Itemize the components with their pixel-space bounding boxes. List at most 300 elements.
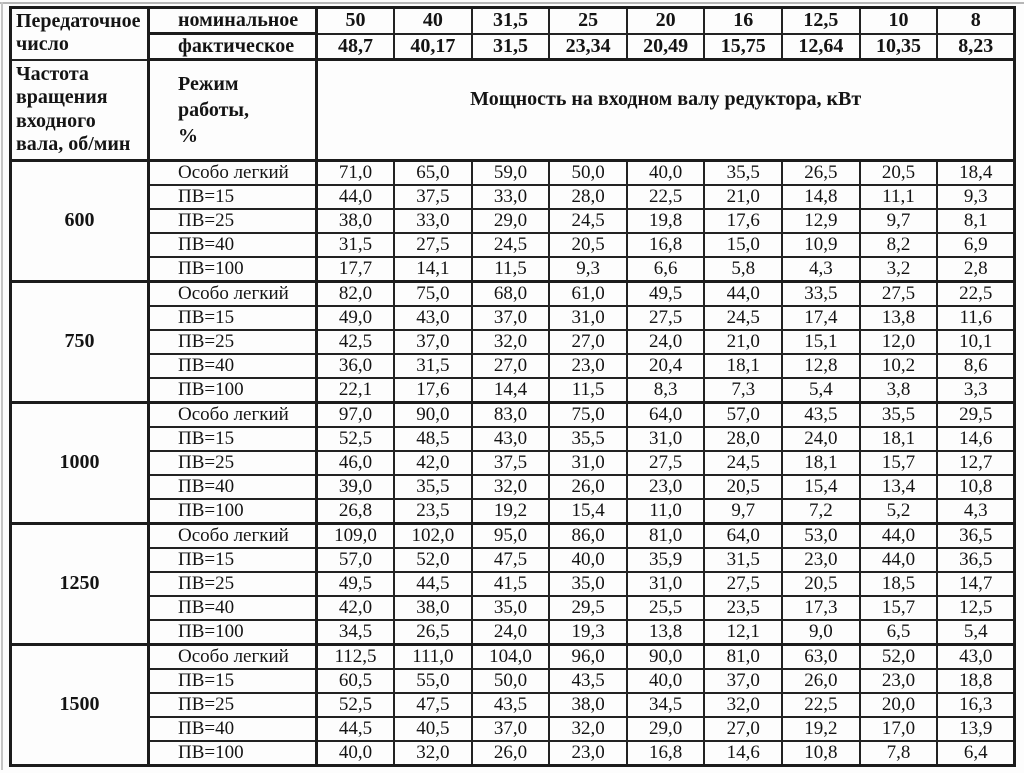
power-value-cell: 36,0	[317, 354, 395, 378]
power-value-cell: 47,5	[472, 548, 550, 572]
table-row	[11, 185, 1015, 209]
mode-label-cell: Особо легкий	[149, 281, 317, 306]
power-value-cell: 17,6	[394, 378, 472, 403]
nominal-ratio-cell: 8	[937, 8, 1015, 34]
power-value-cell: 31,5	[394, 354, 472, 378]
power-value-cell: 9,3	[549, 257, 627, 282]
power-value-cell: 36,5	[937, 523, 1015, 548]
power-value-cell: 31,5	[704, 548, 782, 572]
power-value-cell: 65,0	[394, 160, 472, 185]
power-value-cell: 10,2	[860, 354, 938, 378]
power-value-cell: 11,5	[472, 257, 550, 282]
power-value-cell: 13,4	[860, 475, 938, 499]
power-value-cell: 12,0	[860, 330, 938, 354]
power-value-cell: 18,5	[860, 572, 938, 596]
power-value-cell: 35,5	[394, 475, 472, 499]
mode-label-cell: ПВ=25	[149, 693, 317, 717]
power-value-cell: 16,8	[627, 233, 705, 257]
power-value-cell: 8,3	[627, 378, 705, 403]
power-value-cell: 36,5	[937, 548, 1015, 572]
power-value-cell: 24,5	[549, 209, 627, 233]
power-value-cell: 44,0	[860, 523, 938, 548]
power-value-cell: 13,8	[627, 620, 705, 645]
power-value-cell: 38,0	[394, 596, 472, 620]
power-value-cell: 68,0	[472, 281, 550, 306]
table-row	[11, 281, 1015, 306]
power-value-cell: 52,5	[317, 427, 395, 451]
mode-label-cell: ПВ=15	[149, 185, 317, 209]
power-value-cell: 27,0	[549, 330, 627, 354]
mode-label-cell: ПВ=40	[149, 354, 317, 378]
power-value-cell: 26,8	[317, 499, 395, 524]
power-value-cell: 19,2	[782, 717, 860, 741]
power-value-cell: 8,1	[937, 209, 1015, 233]
power-value-cell: 5,4	[937, 620, 1015, 645]
nominal-ratio-cell: 12,5	[782, 8, 860, 34]
actual-ratio-cell: 12,64	[782, 34, 860, 60]
power-value-cell: 22,5	[937, 281, 1015, 306]
power-value-cell: 9,7	[704, 499, 782, 524]
table-row	[11, 209, 1015, 233]
power-value-cell: 34,5	[627, 693, 705, 717]
power-value-cell: 24,0	[782, 427, 860, 451]
power-value-cell: 43,0	[937, 644, 1015, 669]
power-value-cell: 61,0	[549, 281, 627, 306]
power-value-cell: 23,0	[860, 669, 938, 693]
power-value-cell: 35,5	[549, 427, 627, 451]
actual-ratio-cell: 10,35	[860, 34, 938, 60]
mode-label-cell: ПВ=100	[149, 620, 317, 645]
rpm-cell: 1250	[11, 523, 149, 644]
power-value-cell: 26,0	[472, 741, 550, 766]
power-value-cell: 11,1	[860, 185, 938, 209]
table-row	[11, 402, 1015, 427]
power-value-cell: 2,8	[937, 257, 1015, 282]
mode-label-cell: Особо легкий	[149, 644, 317, 669]
rpm-cell: 1500	[11, 644, 149, 765]
table-row	[11, 378, 1015, 403]
power-value-cell: 109,0	[317, 523, 395, 548]
power-value-cell: 21,0	[704, 185, 782, 209]
actual-ratio-cell: 31,5	[472, 34, 550, 60]
power-value-cell: 40,0	[317, 741, 395, 766]
power-value-cell: 42,0	[317, 596, 395, 620]
actual-row-label: фактическое	[149, 34, 317, 60]
power-value-cell: 34,5	[317, 620, 395, 645]
power-value-cell: 37,0	[472, 717, 550, 741]
power-value-cell: 5,8	[704, 257, 782, 282]
power-value-cell: 33,0	[472, 185, 550, 209]
table-row	[11, 330, 1015, 354]
table-row	[11, 354, 1015, 378]
power-value-cell: 23,5	[704, 596, 782, 620]
actual-ratio-cell: 8,23	[937, 34, 1015, 60]
power-value-cell: 29,0	[472, 209, 550, 233]
table-row	[11, 596, 1015, 620]
power-value-cell: 38,0	[549, 693, 627, 717]
power-value-cell: 24,0	[472, 620, 550, 645]
power-value-cell: 95,0	[472, 523, 550, 548]
power-value-cell: 81,0	[627, 523, 705, 548]
nominal-ratio-cell: 20	[627, 8, 705, 34]
rpm-cell: 1000	[11, 402, 149, 523]
mode-label-cell: ПВ=100	[149, 378, 317, 403]
power-value-cell: 7,2	[782, 499, 860, 524]
power-value-cell: 20,5	[860, 160, 938, 185]
power-value-cell: 83,0	[472, 402, 550, 427]
gear-reducer-power-table	[9, 6, 1016, 767]
power-value-cell: 23,0	[627, 475, 705, 499]
power-value-cell: 31,0	[549, 306, 627, 330]
power-value-cell: 96,0	[549, 644, 627, 669]
power-value-cell: 12,9	[782, 209, 860, 233]
power-value-cell: 15,4	[549, 499, 627, 524]
table-row	[11, 451, 1015, 475]
power-value-cell: 43,5	[549, 669, 627, 693]
power-value-cell: 10,8	[782, 741, 860, 766]
mode-label-cell: ПВ=25	[149, 451, 317, 475]
power-value-cell: 8,6	[937, 354, 1015, 378]
power-value-cell: 3,2	[860, 257, 938, 282]
power-value-cell: 19,2	[472, 499, 550, 524]
power-value-cell: 40,5	[394, 717, 472, 741]
nominal-ratio-cell: 25	[549, 8, 627, 34]
table-row	[11, 257, 1015, 282]
power-value-cell: 18,4	[937, 160, 1015, 185]
power-value-cell: 24,5	[704, 306, 782, 330]
power-value-cell: 63,0	[782, 644, 860, 669]
power-value-cell: 53,0	[782, 523, 860, 548]
power-value-cell: 49,5	[317, 572, 395, 596]
power-value-cell: 52,5	[317, 693, 395, 717]
table-row	[11, 693, 1015, 717]
power-value-cell: 75,0	[549, 402, 627, 427]
power-value-cell: 14,4	[472, 378, 550, 403]
power-value-cell: 26,0	[549, 475, 627, 499]
power-value-cell: 59,0	[472, 160, 550, 185]
power-value-cell: 46,0	[317, 451, 395, 475]
power-value-cell: 37,0	[394, 330, 472, 354]
power-value-cell: 21,0	[704, 330, 782, 354]
power-value-cell: 57,0	[704, 402, 782, 427]
power-value-cell: 6,6	[627, 257, 705, 282]
power-value-cell: 16,8	[627, 741, 705, 766]
power-value-cell: 5,4	[782, 378, 860, 403]
power-value-cell: 24,5	[472, 233, 550, 257]
power-value-cell: 32,0	[394, 741, 472, 766]
actual-ratio-cell: 40,17	[394, 34, 472, 60]
power-value-cell: 24,5	[704, 451, 782, 475]
mode-label-cell: ПВ=40	[149, 475, 317, 499]
nominal-ratio-cell: 40	[394, 8, 472, 34]
power-value-cell: 42,0	[394, 451, 472, 475]
power-value-cell: 24,0	[627, 330, 705, 354]
power-value-cell: 35,0	[549, 572, 627, 596]
power-value-cell: 27,5	[627, 451, 705, 475]
power-value-cell: 22,1	[317, 378, 395, 403]
power-value-cell: 42,5	[317, 330, 395, 354]
power-value-cell: 102,0	[394, 523, 472, 548]
power-value-cell: 6,5	[860, 620, 938, 645]
mode-label-cell: Особо легкий	[149, 402, 317, 427]
actual-ratio-cell: 20,49	[627, 34, 705, 60]
power-value-cell: 12,1	[704, 620, 782, 645]
power-value-cell: 52,0	[860, 644, 938, 669]
power-value-cell: 7,8	[860, 741, 938, 766]
power-value-cell: 33,5	[782, 281, 860, 306]
power-value-cell: 14,7	[937, 572, 1015, 596]
power-value-cell: 52,0	[394, 548, 472, 572]
mode-label-cell: ПВ=15	[149, 427, 317, 451]
power-value-cell: 48,5	[394, 427, 472, 451]
power-value-cell: 32,0	[472, 330, 550, 354]
table-row	[11, 427, 1015, 451]
mode-label-cell: ПВ=100	[149, 741, 317, 766]
power-value-cell: 22,5	[627, 185, 705, 209]
input-shaft-speed-header: Частота вращения входного вала, об/мин	[11, 60, 149, 161]
power-value-cell: 4,3	[937, 499, 1015, 524]
power-value-cell: 16,3	[937, 693, 1015, 717]
power-value-cell: 20,5	[704, 475, 782, 499]
power-value-cell: 15,0	[704, 233, 782, 257]
table-row	[11, 717, 1015, 741]
power-value-cell: 23,0	[782, 548, 860, 572]
power-value-cell: 27,5	[860, 281, 938, 306]
power-value-cell: 27,0	[704, 717, 782, 741]
table-row	[11, 572, 1015, 596]
power-value-cell: 38,0	[317, 209, 395, 233]
power-value-cell: 31,0	[627, 427, 705, 451]
power-value-cell: 44,5	[317, 717, 395, 741]
nominal-ratio-cell: 50	[317, 8, 395, 34]
power-value-cell: 9,7	[860, 209, 938, 233]
power-value-cell: 17,3	[782, 596, 860, 620]
duty-mode-header: Режим работы, %	[149, 60, 317, 161]
power-value-cell: 13,9	[937, 717, 1015, 741]
power-value-cell: 44,0	[704, 281, 782, 306]
power-value-cell: 3,8	[860, 378, 938, 403]
power-value-cell: 20,4	[627, 354, 705, 378]
power-value-cell: 35,0	[472, 596, 550, 620]
power-value-cell: 60,5	[317, 669, 395, 693]
power-value-cell: 15,7	[860, 596, 938, 620]
rpm-cell: 750	[11, 281, 149, 402]
power-value-cell: 12,5	[937, 596, 1015, 620]
power-value-cell: 86,0	[549, 523, 627, 548]
power-value-cell: 10,9	[782, 233, 860, 257]
power-value-cell: 17,7	[317, 257, 395, 282]
power-value-cell: 20,0	[860, 693, 938, 717]
nominal-ratio-cell: 10	[860, 8, 938, 34]
power-value-cell: 33,0	[394, 209, 472, 233]
power-value-cell: 37,5	[394, 185, 472, 209]
power-value-cell: 15,4	[782, 475, 860, 499]
table-row	[11, 306, 1015, 330]
power-value-cell: 50,0	[549, 160, 627, 185]
mode-label-cell: ПВ=40	[149, 233, 317, 257]
power-value-cell: 22,5	[782, 693, 860, 717]
power-value-cell: 32,0	[549, 717, 627, 741]
power-value-cell: 3,3	[937, 378, 1015, 403]
table-body	[11, 8, 1015, 766]
power-value-cell: 11,5	[549, 378, 627, 403]
page-edge-left-line	[1, 2, 3, 770]
mode-label-cell: ПВ=40	[149, 596, 317, 620]
power-value-cell: 35,5	[704, 160, 782, 185]
nominal-row-label: номинальное	[149, 8, 317, 34]
power-value-cell: 20,5	[549, 233, 627, 257]
power-value-cell: 26,5	[394, 620, 472, 645]
table-row	[11, 741, 1015, 766]
power-value-cell: 44,0	[317, 185, 395, 209]
power-value-cell: 14,1	[394, 257, 472, 282]
mode-label-cell: ПВ=100	[149, 257, 317, 282]
actual-ratio-cell: 48,7	[317, 34, 395, 60]
power-value-cell: 23,5	[394, 499, 472, 524]
actual-ratio-cell: 15,75	[704, 34, 782, 60]
power-value-cell: 35,9	[627, 548, 705, 572]
power-value-cell: 13,8	[860, 306, 938, 330]
mode-label-cell: Особо легкий	[149, 160, 317, 185]
power-value-cell: 29,0	[627, 717, 705, 741]
power-value-cell: 12,7	[937, 451, 1015, 475]
power-value-cell: 4,3	[782, 257, 860, 282]
page-edge-top-line	[0, 2, 1024, 4]
power-value-cell: 17,0	[860, 717, 938, 741]
power-value-cell: 27,5	[627, 306, 705, 330]
power-value-cell: 35,5	[860, 402, 938, 427]
power-value-cell: 43,0	[472, 427, 550, 451]
power-value-cell: 90,0	[394, 402, 472, 427]
power-value-cell: 27,5	[394, 233, 472, 257]
power-value-cell: 18,1	[860, 427, 938, 451]
power-value-cell: 40,0	[627, 669, 705, 693]
power-value-cell: 27,0	[472, 354, 550, 378]
power-value-cell: 15,1	[782, 330, 860, 354]
table-row	[11, 620, 1015, 645]
mode-label-cell: ПВ=15	[149, 669, 317, 693]
power-value-cell: 25,5	[627, 596, 705, 620]
power-value-cell: 17,4	[782, 306, 860, 330]
mode-label-cell: ПВ=100	[149, 499, 317, 524]
table-row	[11, 60, 1015, 161]
mode-label-cell: Особо легкий	[149, 523, 317, 548]
power-value-cell: 5,2	[860, 499, 938, 524]
nominal-ratio-cell: 31,5	[472, 8, 550, 34]
power-value-cell: 90,0	[627, 644, 705, 669]
nominal-ratio-cell: 16	[704, 8, 782, 34]
power-value-cell: 23,0	[549, 354, 627, 378]
power-value-cell: 7,3	[704, 378, 782, 403]
table-row	[11, 233, 1015, 257]
power-value-cell: 15,7	[860, 451, 938, 475]
power-value-cell: 14,6	[704, 741, 782, 766]
power-value-cell: 47,5	[394, 693, 472, 717]
power-value-cell: 55,0	[394, 669, 472, 693]
table-row	[11, 475, 1015, 499]
actual-ratio-cell: 23,34	[549, 34, 627, 60]
power-value-cell: 29,5	[549, 596, 627, 620]
power-value-cell: 44,5	[394, 572, 472, 596]
mode-label-cell: ПВ=40	[149, 717, 317, 741]
power-value-cell: 14,6	[937, 427, 1015, 451]
mode-label-cell: ПВ=15	[149, 548, 317, 572]
power-value-cell: 32,0	[704, 693, 782, 717]
table-row	[11, 669, 1015, 693]
power-value-cell: 10,1	[937, 330, 1015, 354]
power-value-cell: 11,0	[627, 499, 705, 524]
mode-label-cell: ПВ=25	[149, 209, 317, 233]
table-row	[11, 548, 1015, 572]
power-value-cell: 18,1	[704, 354, 782, 378]
table-row	[11, 644, 1015, 669]
table-row	[11, 499, 1015, 524]
power-value-cell: 41,5	[472, 572, 550, 596]
power-value-cell: 8,2	[860, 233, 938, 257]
power-value-cell: 37,5	[472, 451, 550, 475]
power-value-cell: 12,8	[782, 354, 860, 378]
mode-label-cell: ПВ=25	[149, 330, 317, 354]
power-value-cell: 37,0	[704, 669, 782, 693]
power-value-cell: 71,0	[317, 160, 395, 185]
power-value-cell: 18,8	[937, 669, 1015, 693]
power-value-cell: 9,3	[937, 185, 1015, 209]
power-value-cell: 19,3	[549, 620, 627, 645]
power-value-cell: 32,0	[472, 475, 550, 499]
power-value-cell: 31,0	[549, 451, 627, 475]
power-value-cell: 29,5	[937, 402, 1015, 427]
power-value-cell: 49,5	[627, 281, 705, 306]
power-value-cell: 20,5	[782, 572, 860, 596]
table-row	[11, 8, 1015, 34]
power-value-cell: 31,0	[627, 572, 705, 596]
power-value-cell: 27,5	[704, 572, 782, 596]
power-value-cell: 18,1	[782, 451, 860, 475]
power-value-cell: 39,0	[317, 475, 395, 499]
power-value-cell: 40,0	[549, 548, 627, 572]
table-row	[11, 34, 1015, 60]
power-header: Мощность на входном валу редуктора, кВт	[317, 60, 1015, 161]
power-value-cell: 64,0	[704, 523, 782, 548]
power-value-cell: 43,5	[782, 402, 860, 427]
table-row	[11, 523, 1015, 548]
power-value-cell: 28,0	[549, 185, 627, 209]
power-value-cell: 31,5	[317, 233, 395, 257]
power-value-cell: 11,6	[937, 306, 1015, 330]
power-value-cell: 9,0	[782, 620, 860, 645]
power-value-cell: 43,5	[472, 693, 550, 717]
power-value-cell: 28,0	[704, 427, 782, 451]
rpm-cell: 600	[11, 160, 149, 281]
corner-header-gear-ratio: Передаточное число	[11, 8, 149, 60]
power-value-cell: 49,0	[317, 306, 395, 330]
power-value-cell: 50,0	[472, 669, 550, 693]
power-value-cell: 23,0	[549, 741, 627, 766]
power-value-cell: 26,0	[782, 669, 860, 693]
power-value-cell: 104,0	[472, 644, 550, 669]
table-row	[11, 160, 1015, 185]
power-value-cell: 37,0	[472, 306, 550, 330]
power-value-cell: 19,8	[627, 209, 705, 233]
power-value-cell: 6,4	[937, 741, 1015, 766]
power-value-cell: 81,0	[704, 644, 782, 669]
mode-label-cell: ПВ=25	[149, 572, 317, 596]
power-value-cell: 14,8	[782, 185, 860, 209]
power-value-cell: 6,9	[937, 233, 1015, 257]
power-value-cell: 82,0	[317, 281, 395, 306]
power-value-cell: 97,0	[317, 402, 395, 427]
power-value-cell: 44,0	[860, 548, 938, 572]
